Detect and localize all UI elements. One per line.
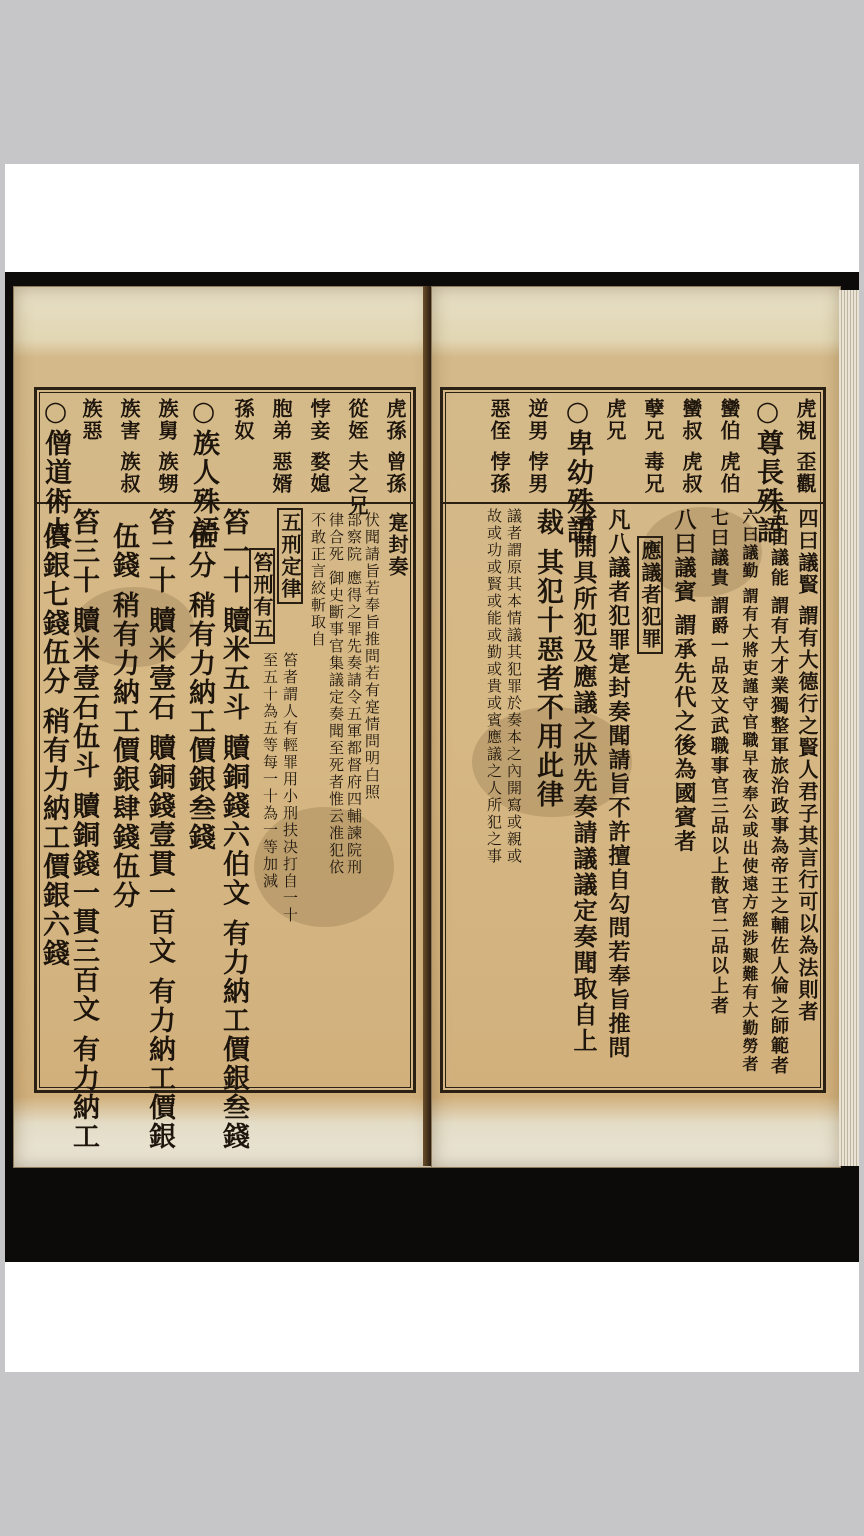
text-column: 八曰議賓 謂承先代之後為國賓者	[671, 508, 697, 854]
text-column: 伍分 稍有力納工價銀叁錢	[184, 522, 215, 853]
left-page-frame	[34, 387, 416, 1152]
right-page	[431, 286, 841, 1168]
band-heading: ○尊長殊語	[752, 396, 783, 545]
band-column: 蠻叔 虎叔	[679, 398, 703, 495]
annotation-column: 故或功或賢或能或勤或貴或賓應議之人所犯之事	[485, 508, 503, 865]
text-column: 裁 其犯十惡者不用此律	[532, 508, 563, 810]
annotation-column: 律合死 御史斷事官集議定奏聞至死者惟云准犯依	[327, 512, 345, 876]
text-column: 價銀七錢伍分 稍有力納工價銀六錢	[38, 522, 69, 969]
text-column: 七曰議貴 謂爵一品及文武職事官三品以上散官二品以上者	[708, 508, 729, 1017]
band-column: 蠻伯 虎伯	[717, 398, 741, 495]
annotation-column: 伏聞請旨若奉旨推問若有寔情問明白照	[363, 512, 381, 801]
band-column: 族惡	[79, 398, 103, 442]
text-column: 五曰議能 謂有大才業獨整軍旅治政事為帝王之輔佐人倫之師範者	[768, 508, 789, 1077]
band-column: 胞弟 惡婿	[269, 398, 293, 495]
band-column: 族舅 族甥	[155, 398, 179, 495]
annotation-column: 至五十為五等每一十為一等加減	[261, 652, 279, 890]
text-column: 笞二十 贖米壹石 贖銅錢壹貫一百文 有力納工價銀	[144, 508, 175, 1152]
text-column: 者開具所犯及應議之狀先奏請議議定奏聞取自上	[569, 508, 598, 1054]
text-column: 笞三十 贖米壹石伍斗 贖銅錢一貫三百文 有力納工	[68, 508, 99, 1152]
section-heading: 應議者犯罪	[637, 536, 663, 654]
text-column: 伍錢 稍有力納工價銀肆錢伍分	[108, 522, 139, 911]
text-column: 寔封奏	[385, 512, 409, 578]
book-scan	[5, 272, 859, 1262]
band-column: 從姪 夫之兄	[345, 398, 369, 517]
text-column: 凡八議者犯罪寔封奏聞請旨不許擅自勾問若奉旨推問	[605, 508, 631, 1060]
band-column: 虎視 歪觀	[793, 398, 817, 495]
section-heading: 五刑定律	[277, 508, 303, 604]
annotation-column: 不敢正言絞斬取自	[309, 512, 327, 648]
section-heading: 笞刑有五	[249, 548, 275, 644]
text-column: 六曰議勤 謂有大將吏謹守官職早夜奉公或出使遠方經涉艱難有大勤勞者	[740, 508, 759, 1074]
band-heading: ○卑幼殊語	[562, 396, 593, 545]
band-column: 悖妾 婺媳	[307, 398, 331, 495]
band-column: 孫奴	[231, 398, 255, 442]
text-column: 笞一十 贖米五斗 贖銅錢六伯文 有力納工價銀叁錢	[218, 508, 249, 1152]
band-column: 族害 族叔	[117, 398, 141, 495]
text-column: 四曰議賢 謂有大德行之賢人君子其言行可以為法則者	[795, 508, 819, 1023]
left-page	[13, 286, 433, 1168]
band-heading: ○僧道術人	[40, 396, 71, 545]
band-column: 惡侄 悖孫	[487, 398, 511, 495]
page-edges	[839, 290, 859, 1166]
annotation-column: 議者謂原其本情議其犯罪於奏本之內開寫或親或	[505, 508, 523, 865]
band-column: 虎兄	[603, 398, 627, 442]
right-page-frame	[440, 387, 826, 1093]
band-column: 虎孫 曾孫	[383, 398, 407, 495]
annotation-column: 笞者謂人有輕罪用小刑扶决打自一十	[281, 652, 299, 924]
band-column: 逆男 悖男	[525, 398, 549, 495]
annotation-column: 部察院 應得之罪先奏請令五軍都督府四輔諫院刑	[345, 512, 363, 876]
band-heading: ○族人殊語	[188, 396, 219, 545]
band-column: 孽兄 毒兄	[641, 398, 665, 495]
